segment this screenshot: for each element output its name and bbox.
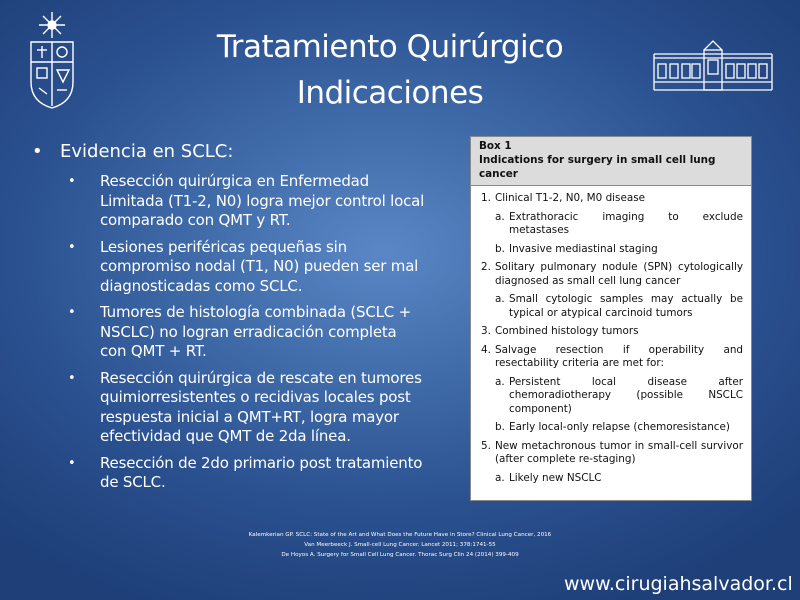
box-title: Box 1 <box>479 140 512 152</box>
title-line-1: Tratamiento Quirúrgico <box>216 29 564 65</box>
box-subitem-text: Invasive mediastinal staging <box>509 242 658 255</box>
main-bullet <box>32 140 427 164</box>
box-header <box>471 137 751 186</box>
sub-bullet-text: Resección quirúrgica en Enfermedad Limitada (T1-2, N0) logra mejor control local comparado con QMT y RT. <box>100 172 425 229</box>
box-item <box>481 344 743 371</box>
references <box>200 530 600 560</box>
box-subitem-letter: a. <box>495 375 505 388</box>
box-subitem-text: Small cytologic samples may actually be typical or atypical carcinoid tumors <box>509 293 743 319</box>
box-subitem <box>495 293 743 320</box>
box-subitem-text: Persistent local disease after chemoradiotherapy (possible NSCLC component) <box>509 375 743 415</box>
box-item <box>481 192 743 206</box>
box-item-number: 1. <box>481 192 491 204</box>
box-subitem <box>495 472 743 486</box>
sub-bullet <box>68 454 427 493</box>
bullet-list <box>32 140 427 500</box>
main-bullet-text: Evidencia en SCLC: <box>60 141 234 162</box>
box-subitem <box>495 376 743 417</box>
sub-bullet-text: Resección de 2do primario post tratamiento de SCLC. <box>100 453 423 491</box>
sub-bullet <box>68 369 427 447</box>
box-subitem <box>495 211 743 238</box>
bullet-icon: • <box>68 305 76 320</box>
bullet-icon: • <box>68 174 76 189</box>
bullet-icon: • <box>68 455 76 471</box>
box-subitem-text: Early local-only relapse (chemoresistance) <box>509 421 730 433</box>
sub-bullet-text: Resección quirúrgica de rescate en tumores quimiorresistentes o recidivas locales post respuesta inicial a QMT+RT, logra mayor efectividad que QMT de 2da línea. <box>100 368 422 445</box>
slide-title <box>160 24 620 116</box>
box-subitem <box>495 243 743 257</box>
box-subitem <box>495 421 743 435</box>
box-subitem-letter: a. <box>495 471 505 484</box>
bullet-icon: • <box>32 141 43 162</box>
bullet-icon: • <box>68 370 76 386</box>
box-item-number: 5. <box>481 439 491 452</box>
box-item <box>481 261 743 288</box>
bullet-icon: • <box>68 239 76 255</box>
box-subtitle: Indications for surgery in small cell lung cancer <box>479 154 716 180</box>
box-subitem-letter: a. <box>495 210 505 223</box>
sub-bullet <box>68 172 427 231</box>
box-subitem-letter: a. <box>495 293 505 305</box>
sub-bullet <box>68 303 427 362</box>
reference-line: Van Meerbeeck J. Small-cell Lung Cancer. Lancet 2011; 378:1741-55 <box>304 542 496 548</box>
box-item-text: Solitary pulmonary nodule (SPN) cytologically diagnosed as small cell lung cancer <box>495 261 743 287</box>
box-item-text: New metachronous tumor in small-cell survivor (after complete re-staging) <box>495 439 743 465</box>
title-line-2: Indicaciones <box>296 75 484 111</box>
box-item <box>481 440 743 467</box>
reference-line: De Hoyos A. Surgery for Small Cell Lung Cancer. Thorac Surg Clin 24 (2014) 399-409 <box>281 552 519 558</box>
box-item <box>481 325 743 339</box>
website-url: www.cirugiahsalvador.cl <box>564 573 793 595</box>
hospital-building-icon <box>652 38 774 94</box>
university-crest-icon <box>25 10 79 110</box>
box-item-number: 4. <box>481 343 491 356</box>
box-item-text: Clinical T1-2, N0, M0 disease <box>495 192 646 204</box>
box-item-number: 3. <box>481 325 491 337</box>
indications-box <box>470 136 752 501</box>
box-body <box>471 186 751 485</box>
box-item-text: Salvage resection if operability and resectability criteria are met for: <box>495 343 743 369</box>
box-subitem-text: Extrathoracic imaging to exclude metastases <box>509 210 743 236</box>
sub-bullet <box>68 238 427 297</box>
box-subitem-letter: b. <box>495 421 505 433</box>
box-item-number: 2. <box>481 261 491 273</box>
box-subitem-letter: b. <box>495 242 505 255</box>
box-subitem-text: Likely new NSCLC <box>509 471 602 484</box>
reference-line: Kalemkerian GP. SCLC: State of the Art and What Does the Future Have in Store? Clinical Lung Cancer, 2016 <box>248 532 552 538</box>
sub-bullet-text: Tumores de histología combinada (SCLC + NSCLC) no logran erradicación completa con QMT + RT. <box>100 303 412 360</box>
box-item-text: Combined histology tumors <box>495 325 639 337</box>
sub-bullet-text: Lesiones periféricas pequeñas sin compromiso nodal (T1, N0) pueden ser mal diagnosticadas como SCLC. <box>100 237 419 295</box>
